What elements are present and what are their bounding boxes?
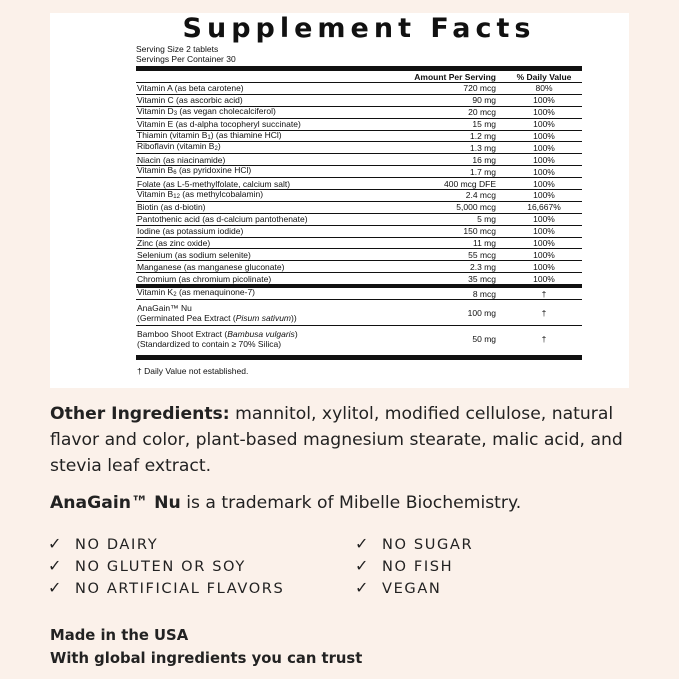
claim-item	[48, 555, 246, 577]
nutrient-name: Vitamin $B_{12}$ (as methylcobalamin)	[137, 188, 264, 200]
nutrient-amount: 720 mcg	[463, 83, 496, 94]
nutrient-name: Thiamin (vitamin $B_1$) (as thiamine HCl)	[137, 129, 282, 141]
nutrient-amount: 100 mg	[467, 307, 496, 318]
table-row	[136, 142, 582, 154]
supplement-facts-label	[136, 13, 582, 376]
nutrient-dv: 100%	[533, 131, 555, 141]
table-row	[136, 249, 582, 261]
claim-item	[355, 577, 441, 599]
nutrient-name: Manganese (as manganese gluconate)	[137, 261, 285, 272]
nutrient-dv: 80%	[535, 83, 553, 94]
check-icon: ✓	[355, 556, 369, 575]
check-icon: ✓	[48, 534, 62, 553]
made-in-usa	[50, 624, 362, 670]
nutrient-amount: 35 mcg	[468, 273, 496, 284]
claim-label: NO FISH	[382, 558, 454, 575]
nutrient-dv: 100%	[533, 238, 555, 249]
nutrient-dv: †	[541, 288, 547, 299]
table-row	[136, 190, 582, 202]
check-icon: ✓	[48, 556, 62, 575]
claim-item	[355, 555, 453, 577]
claim-label: NO SUGAR	[382, 536, 474, 553]
nutrient-name: Selenium (as sodium selenite)	[137, 249, 251, 260]
free-from-claims	[48, 533, 648, 601]
nutrient-amount: 8 mcg	[472, 288, 496, 299]
nutrient-dv: 16,667%	[527, 202, 561, 213]
trademark-name: AnaGain™ Nu	[50, 493, 181, 513]
trademark-text: is a trademark of Mibelle Biochemistry.	[180, 493, 522, 513]
other-ingredients	[50, 401, 650, 479]
nutrient-name: Iodine (as potassium iodide)	[137, 226, 244, 237]
table-row-vitamin-k2	[136, 288, 582, 300]
claim-label: NO GLUTEN OR SOY	[75, 558, 246, 575]
header-dv: % Daily Value	[516, 71, 572, 82]
nutrient-name: Vitamin $D_3$ (as vegan cholecalciferol)	[137, 105, 276, 117]
nutrient-name: AnaGain™ Nu (Germinated Pea Extract (Pisum sativum))	[137, 302, 297, 323]
nutrient-dv: 100%	[533, 261, 555, 272]
nutrient-rows	[136, 83, 582, 285]
nutrient-name: Niacin (as niacinamide)	[137, 154, 226, 165]
nutrient-name: Folate (as L-5-methylfolate, calcium salt)	[137, 178, 291, 189]
nutrient-amount: 20 mcg	[468, 107, 496, 118]
nutrient-amount: 1.2 mg	[470, 131, 496, 141]
nutrient-dv: 100%	[533, 226, 555, 237]
table-row	[136, 166, 582, 178]
nutrient-amount: 2.3 mg	[470, 261, 496, 272]
label-title: Supplement Facts	[182, 13, 536, 44]
nutrient-amount: 150 mcg	[463, 226, 496, 237]
made-line-1: Made in the USA	[50, 627, 189, 644]
nutrient-amount: 15 mg	[472, 119, 496, 130]
table-header	[136, 71, 582, 83]
nutrient-dv: 100%	[533, 273, 555, 284]
table-row-bamboo	[136, 326, 582, 352]
table-row	[136, 202, 582, 214]
nutrient-name: Vitamin C (as ascorbic acid)	[137, 95, 243, 106]
nutrient-amount: 90 mg	[472, 95, 496, 106]
claim-item	[48, 533, 158, 555]
nutrient-name: Bamboo Shoot Extract (Bambusa vulgaris) (Standardized to contain ≥ 70% Silica)	[137, 329, 298, 350]
table-row	[136, 273, 582, 285]
nutrient-name: Biotin (as d-biotin)	[137, 202, 206, 213]
nutrient-name: Riboflavin (vitamin $B_2$)	[137, 141, 221, 153]
nutrient-dv: 100%	[533, 249, 555, 260]
table-row	[136, 214, 582, 226]
nutrient-amount: 5 mg	[477, 214, 496, 225]
claim-item	[48, 577, 284, 599]
nutrient-amount: 5,000 mcg	[456, 202, 496, 213]
nutrient-dv: 100%	[533, 190, 555, 201]
nutrient-name: Pantothenic acid (as d-calcium pantothenate)	[137, 214, 308, 225]
nutrient-dv: 100%	[533, 166, 555, 177]
supplement-facts-panel	[50, 13, 629, 388]
nutrient-amount: 1.7 mg	[470, 166, 496, 177]
table-row	[136, 261, 582, 273]
nutrient-name: Vitamin $K_2$ (as menaquinone-7)	[137, 287, 256, 299]
nutrient-dv: 100%	[533, 119, 555, 130]
table-row	[136, 107, 582, 119]
nutrient-dv: 100%	[533, 142, 555, 153]
nutrient-amount: 55 mcg	[468, 249, 496, 260]
nutrient-amount: 400 mcg DFE	[444, 178, 496, 189]
trademark-note	[50, 490, 521, 516]
claim-label: NO DAIRY	[75, 536, 159, 553]
divider-thick	[136, 355, 582, 360]
table-row	[136, 226, 582, 238]
nutrient-name: Vitamin $B_6$ (as pyridoxine HCl)	[137, 165, 252, 177]
made-line-2: With global ingredients you can trust	[50, 650, 363, 667]
other-ingredients-heading: Other Ingredients:	[50, 404, 230, 424]
header-amount: Amount Per Serving	[414, 71, 496, 82]
serving-size: Serving Size 2 tablets	[136, 44, 219, 54]
nutrient-dv: 100%	[533, 154, 555, 165]
nutrient-amount: 1.3 mg	[470, 142, 496, 153]
footnote: † Daily Value not established.	[137, 366, 249, 377]
nutrient-dv: 100%	[533, 214, 555, 225]
claim-item	[355, 533, 473, 555]
nutrient-dv: 100%	[533, 178, 555, 189]
check-icon: ✓	[48, 578, 62, 597]
claim-label: NO ARTIFICIAL FLAVORS	[75, 580, 285, 597]
nutrient-name: Zinc (as zinc oxide)	[137, 238, 211, 249]
nutrient-name: Vitamin E (as d-alpha tocopheryl succinate)	[137, 119, 301, 130]
nutrient-amount: 50 mg	[472, 334, 496, 345]
nutrient-dv: †	[541, 334, 547, 345]
claim-label: VEGAN	[382, 580, 442, 597]
nutrient-dv: 100%	[533, 95, 555, 106]
other-ingredients-text: mannitol, xylitol, modified cellulose, natural flavor and color, plant-based magnesium stearate, malic acid, and stevia leaf extract.	[50, 404, 623, 476]
table-row-anagain	[136, 300, 582, 326]
nutrient-amount: 2.4 mcg	[465, 190, 496, 201]
nutrient-dv: 100%	[533, 107, 555, 118]
check-icon: ✓	[355, 534, 369, 553]
nutrient-name: Chromium (as chromium picolinate)	[137, 273, 272, 284]
servings-per-container: Servings Per Container 30	[136, 54, 236, 64]
nutrient-amount: 16 mg	[472, 154, 496, 165]
nutrient-name: Vitamin A (as beta carotene)	[137, 83, 244, 94]
table-row	[136, 83, 582, 95]
nutrient-dv: †	[541, 307, 547, 318]
check-icon: ✓	[355, 578, 369, 597]
nutrient-amount: 11 mg	[473, 238, 496, 249]
table-row	[136, 238, 582, 250]
